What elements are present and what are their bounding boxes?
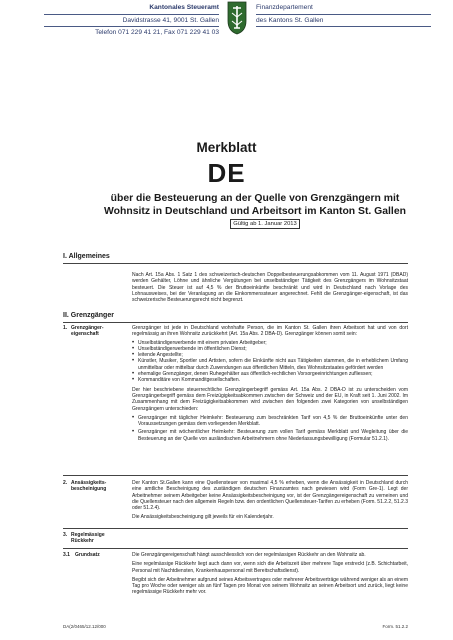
item-2-text: Der Kanton St.Gallen kann eine Quellensteuer von maximal 4,5 % erheben, wenn die Ansässigkeit in Deutschland durch eine amtliche Bescheinigung des zuständigen deutschen Finanzamtes nach gewiesen wird (Form Gre-1). Legt der Arbeitnehmer seinem Arbeitgeber keine Ansässigkeitsbescheinigung vor, ist der Grenzgängereigenschaft zu verneinen und die Quellensteuer nach den allgemein Regeln bzw. den ordentlichen Quellensteuer-Tarifen zu erheben (Form. 51.2.2, 51.2.3 oder 51.2.4). [132,480,408,512]
list-item: • leitende Angestellte; [132,352,183,359]
document-subtitle [100,193,410,218]
header-right [256,2,431,27]
header-left [44,2,219,39]
bullet-icon: • [132,414,135,421]
list-item: • Unselbständigerwerbende im öffentlichen Dienst; [132,345,247,352]
list-item: • Kommanditäre von Kommanditgesellschaften. [132,377,240,384]
list-item: • Unselbständigerwerbende mit einem privaten Arbeitgeber; [132,339,267,346]
item-3-label: Regelmässige Rückkehr [71,532,105,545]
divider [63,475,408,476]
bullet-icon: • [132,377,135,384]
bullet-icon: • [132,429,135,436]
office-phone: Telefon 071 229 41 21, Fax 071 229 41 03 [95,29,219,36]
item-2-number: 2. [63,480,68,486]
item-3-1-text-2: Eine regelmässige Rückkehr liegt auch dann vor, wenn sich die Arbeitszeit über mehrere Tage erstreckt (z.B. Schichtarbeit, Personal mit Nachtdiensten, Krankenhauspersonal mit Bereitschaftsdienst). [132,561,408,574]
item-3-1-text: Die Grenzgängereigenschaft hängt ausschliesslich von der regelmässigen Rückkehr an den Wohnsitz ab. [132,552,366,558]
list-item: • ehemalige Grenzgänger, denen Ruhegehälter aus öffentlich-rechtlichen Vorsorgeeinrichtungen zufliessen; [132,371,373,378]
item-3-number: 3. [63,532,68,538]
item-1-intro: Grenzgänger ist jede in Deutschland wohnhafte Person, die im Kanton St. Gallen ihren Arbeitsort hat und von dort regelmässig an ihren Wohnsitz zurückkehrt (Art. 15a Abs. 2 DBA-D). Grenzgänger können somit sein: [132,325,408,338]
document-heading: Merkblatt [196,140,257,155]
footer-form-number: Form. 51.2.2 [382,624,408,629]
list-item: • Künstler, Musiker, Sportler und Artisten, sofern die Einkünfte nicht aus Tätigkeiten stammen, die in erheblichem Umfang unmittelbar oder mittelbar durch Zuwendungen aus öffentlichen Mitteln, dies Wohnsitzstaates gefördert werden [132,358,408,371]
document-code: DE [207,158,246,188]
item-2-content [132,480,408,521]
subtitle-line-2: Wohnsitz in Deutschland und Arbeitsort im Kanton St. Gallen [104,205,406,217]
section-1-heading: I. Allgemeines [63,253,110,260]
item-1-content [132,325,408,442]
section-1-text: Nach Art. 15a Abs. 1 Satz 1 des schweizerisch-deutschen Doppelbesteuerungsabkommen vom 11. August 1971 (DBAD) werden Gehälter, Löhne und ähnliche Vergütungen bei unselbständiger Tätigkeit des Grenzgängers im Wohnsitzstaat besteuert. Die Steuer ist auf 4,5 % der Bruttoeinkünfte beschränkt und wird in Deutschland nach Vorlage des Lohnausweises, bei der Veranlagung an die Einkommenssteuer angerechnet. Fehlt die Grenzgänger-eigenschaft, ist das schweizerische Besteuerungsrecht nicht begrenzt. [132,272,408,304]
validity-box: Gültig ab 1. Januar 2013 [230,219,300,229]
header [0,0,453,40]
item-3-1-label: Grundsatz [75,552,100,558]
subtitle-line-1: über die Besteuerung an der Quelle von Grenzgängern mit [110,193,400,204]
office-name: Kantonales Steueramt [44,2,219,15]
footer-code: DA(2/0465/12.12/000 [63,624,106,629]
bullet-icon: • [132,371,135,378]
department-name: Finanzdepartement [256,2,431,15]
item-3-1-text-3: Begibt sich der Arbeitnehmer aufgrund seines Arbeitsvertrages oder mehrerer Arbeitsverträge während weniger als an einem Tag pro Woche oder weniger als an fünf Tagen pro Monat von seinem Wohnsitz an seinen Arbeitsort und zurück, liegt keine regelmässige Rückkehr mehr vor. [132,576,408,596]
section-2-heading: II. Grenzgänger [63,312,114,319]
department-canton: des Kantons St. Gallen [256,15,431,28]
st-gallen-crest-icon [227,1,247,35]
item-2-label: Ansässigkeits-bescheinigung [71,480,107,493]
divider [63,322,408,323]
divider [63,263,408,264]
list-item: • Grenzgänger mit täglicher Heimkehr: Besteuerung zum beschränkten Tarif von 4,5 % der Bruttoeinkünfte unter den Voraussetzungen gemäss dem vorliegenden Merkblatt. [132,414,408,428]
list-item: • Grenzgänger mit wöchentlicher Heimkehr: Besteuerung zum vollen Tarif gemäss Merkblatt und Wegleitung über die Besteuerung an der Quelle von ausländischen Arbeitnehmern ohne Niederlassungsbewilligung (Formular 51.2.1). [132,429,408,442]
bullet-icon: • [132,352,135,359]
item-1-number: 1. [63,325,68,331]
bullet-icon: • [132,339,135,346]
bullet-icon: • [132,345,135,352]
office-address: Davidstrasse 41, 9001 St. Gallen [44,15,219,28]
bullet-icon: • [132,358,135,365]
divider [63,528,408,529]
item-3-1-content [132,552,408,596]
divider [63,548,408,549]
item-3-1-number: 3.1 [63,552,70,558]
item-1-paragraph-2: Der hier beschriebene steuerrechtliche Grenzgängerbegriff gemäss Art. 15a Abs. 2 DBA-D ist zu unterscheiden vom Grenzgängerbegriff gemäss dem Freizügigkeitsabkommen zwischen der Schweiz und der EU, in Kraft seit 1. Juni 2002. Im Zusammenhang mit dem Freizügigkeitsabkommen wird zwischen den folgenden zwei Kategorien von unselbständigen Grenzgängern unterschieden: [132,386,408,412]
item-1-label: Grenzgänger-eigenschaft [71,325,104,338]
item-2-text-2: Die Ansässigkeitsbescheinigung gilt jeweils für ein Kalenderjahr. [132,514,274,521]
